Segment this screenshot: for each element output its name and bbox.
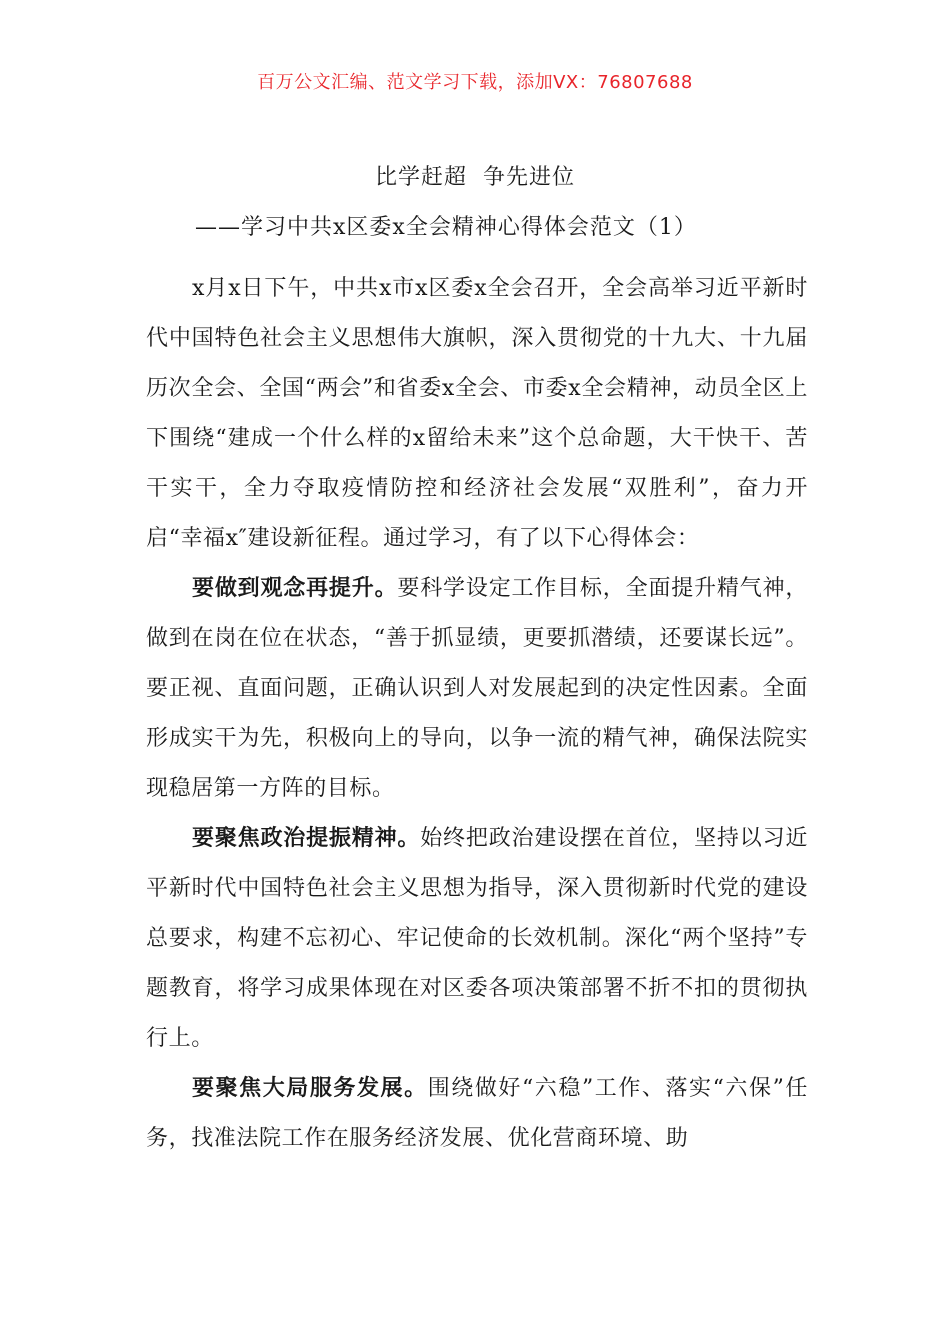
paragraph-service-lead: 要聚焦大局服务发展。 xyxy=(192,1076,428,1101)
paragraph-intro xyxy=(146,264,808,564)
paragraph-concept xyxy=(146,564,808,814)
document-subtitle: ——学习中共x区委x全会精神心得体会范文（1） xyxy=(195,215,697,240)
paragraph-service-text: 围绕做好“六稳”工作、落实“六保”任务，找准法院工作在服务经济发展、优化营商环境、助 xyxy=(146,1076,808,1151)
paragraph-concept-lead: 要做到观念再提升。 xyxy=(192,576,398,601)
paragraph-politics-text: 始终把政治建设摆在首位，坚持以习近平新时代中国特色社会主义思想为指导，深入贯彻新时代党的建设总要求，构建不忘初心、牢记使命的长效机制。深化“两个坚持”专题教育，将学习成果体现在对区委各项决策部署不折不扣的贯彻执行上。 xyxy=(146,826,808,1051)
paragraph-service xyxy=(146,1064,808,1164)
watermark-header: 百万公文汇编、范文学习下载，添加VX：76807688 xyxy=(257,72,693,93)
document-body xyxy=(146,264,808,1164)
paragraph-politics xyxy=(146,814,808,1064)
document-title: 比学赶超 争先进位 xyxy=(375,165,575,190)
paragraph-concept-text: 要科学设定工作目标，全面提升精气神，做到在岗在位在状态，“善于抓显绩，更要抓潜绩，还要谋长远”。要正视、直面问题，正确认识到人对发展起到的决定性因素。全面形成实干为先，积极向上的导向，以争一流的精气神，确保法院实现稳居第一方阵的目标。 xyxy=(146,576,808,801)
paragraph-politics-lead: 要聚焦政治提振精神。 xyxy=(192,826,421,851)
paragraph-intro-text: x月x日下午，中共x市x区委x全会召开，全会高举习近平新时代中国特色社会主义思想伟大旗帜，深入贯彻党的十九大、十九届历次全会、全国“两会”和省委x全会、市委x全会精神，动员全区上下围绕“建成一个什么样的x留给未来”这个总命题，大干快干、苦干实干，全力夺取疫情防控和经济社会发展“双胜利”，奋力开启“幸福x″建设新征程。通过学习，有了以下心得体会： xyxy=(146,276,808,551)
